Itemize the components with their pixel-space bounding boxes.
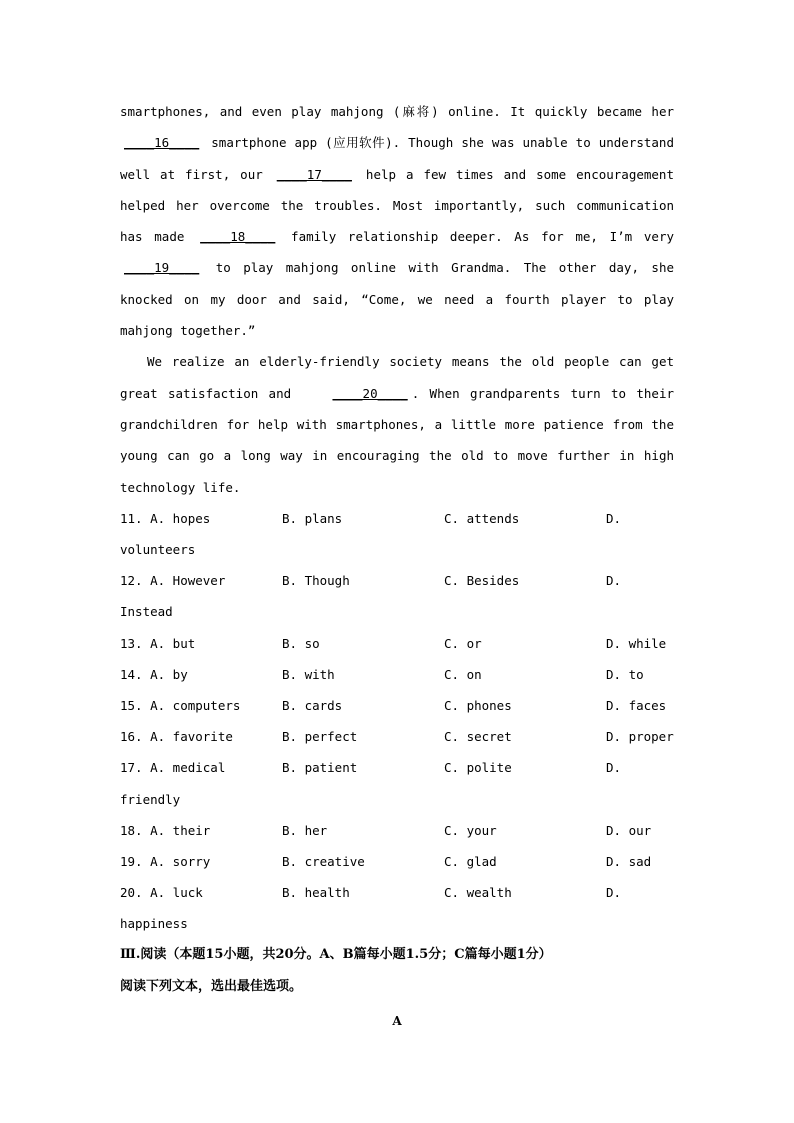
- option-c: C. your: [444, 822, 497, 838]
- option-d: D. proper: [606, 729, 674, 745]
- question-row-19: [120, 846, 674, 877]
- option-c: C. attends: [444, 510, 520, 526]
- option-c: C. wealth: [444, 885, 512, 901]
- option-a: 20. A. luck: [120, 885, 203, 901]
- option-d: D. while: [606, 635, 667, 651]
- passage-text: to play mahjong online with Grandma. The other day, she knocked on my door and said, “Come, we need a fourth player to play mahjong together.”: [120, 260, 674, 339]
- question-list: [120, 503, 674, 940]
- option-c: C. glad: [444, 853, 497, 869]
- passage-text: family relationship deeper. As for me, I’m very: [279, 229, 675, 245]
- option-c: C. Besides: [444, 573, 520, 589]
- question-row-15: [120, 690, 674, 721]
- option-d-wrap: happiness: [120, 916, 188, 932]
- document-page: [120, 96, 674, 1038]
- question-row-16: [120, 721, 674, 752]
- question-row-12: [120, 565, 674, 596]
- section-heading: Ⅲ.阅读（本题15小题，共20分。A、B篇每小题1.5分；C篇每小题1分）: [120, 947, 552, 963]
- option-c: C. polite: [444, 760, 512, 776]
- option-c: C. or: [444, 635, 482, 651]
- option-c: C. phones: [444, 697, 512, 713]
- part-label: A: [392, 1014, 402, 1029]
- option-c: C. on: [444, 666, 482, 682]
- option-b: B. with: [282, 666, 335, 682]
- blank-19: ____19____: [124, 260, 200, 276]
- blank-20: ____20____: [332, 385, 408, 401]
- question-row-18: [120, 815, 674, 846]
- option-a: 13. A. but: [120, 635, 196, 651]
- question-row-17: [120, 752, 674, 783]
- option-d: D. faces: [606, 697, 667, 713]
- passage-text: help a few times and some encouragement helped her overcome the troubles. Most importantly, such communication has made: [120, 166, 674, 245]
- option-a: 12. A. However: [120, 573, 226, 589]
- option-d: D. sad: [606, 853, 652, 869]
- passage-text: . When grandparents turn to their grandchildren for help with smartphones, a little more patience from the young can go a long way in encouraging the old to move further in high technology life.: [120, 385, 674, 495]
- option-c: C. secret: [444, 729, 512, 745]
- option-b: B. perfect: [282, 729, 358, 745]
- option-d-wrap: friendly: [120, 791, 181, 807]
- passage-text: smartphone app (应用软件). Though she was unable to understand well at first, our: [120, 135, 674, 182]
- passage-text: We realize an elderly-friendly society means the old people can get great satisfaction and: [120, 354, 674, 401]
- section-instruction: 阅读下列文本，选出最佳选项。: [120, 978, 303, 994]
- option-b: B. so: [282, 635, 320, 651]
- option-a: 18. A. their: [120, 822, 211, 838]
- option-d: D.: [606, 573, 622, 589]
- passage-paragraph-1: [120, 96, 674, 346]
- question-row-14: [120, 659, 674, 690]
- question-row-20: [120, 877, 674, 908]
- option-d-wrap: Instead: [120, 604, 173, 620]
- option-d: D.: [606, 510, 622, 526]
- option-a: 14. A. by: [120, 666, 188, 682]
- passage-paragraph-2: [120, 346, 674, 502]
- option-d: D.: [606, 760, 622, 776]
- blank-18: ____18____: [200, 229, 276, 245]
- blank-17: ____17____: [276, 166, 352, 182]
- question-row-13: [120, 628, 674, 659]
- option-a: 16. A. favorite: [120, 729, 233, 745]
- option-a: 11. A. hopes: [120, 510, 211, 526]
- option-d: D.: [606, 885, 622, 901]
- option-d: D. to: [606, 666, 644, 682]
- option-b: B. patient: [282, 760, 358, 776]
- question-row-11: [120, 503, 674, 534]
- option-b: B. creative: [282, 853, 365, 869]
- blank-16: ____16____: [124, 135, 200, 151]
- option-a: 17. A. medical: [120, 760, 226, 776]
- option-b: B. plans: [282, 510, 343, 526]
- option-b: B. her: [282, 822, 328, 838]
- option-d: D. our: [606, 822, 652, 838]
- passage-text: smartphones, and even play mahjong (麻将) online. It quickly became her: [120, 104, 674, 119]
- option-b: B. Though: [282, 573, 350, 589]
- option-d-wrap: volunteers: [120, 542, 196, 558]
- option-b: B. health: [282, 885, 350, 901]
- option-a: 15. A. computers: [120, 697, 241, 713]
- option-a: 19. A. sorry: [120, 853, 211, 869]
- option-b: B. cards: [282, 697, 343, 713]
